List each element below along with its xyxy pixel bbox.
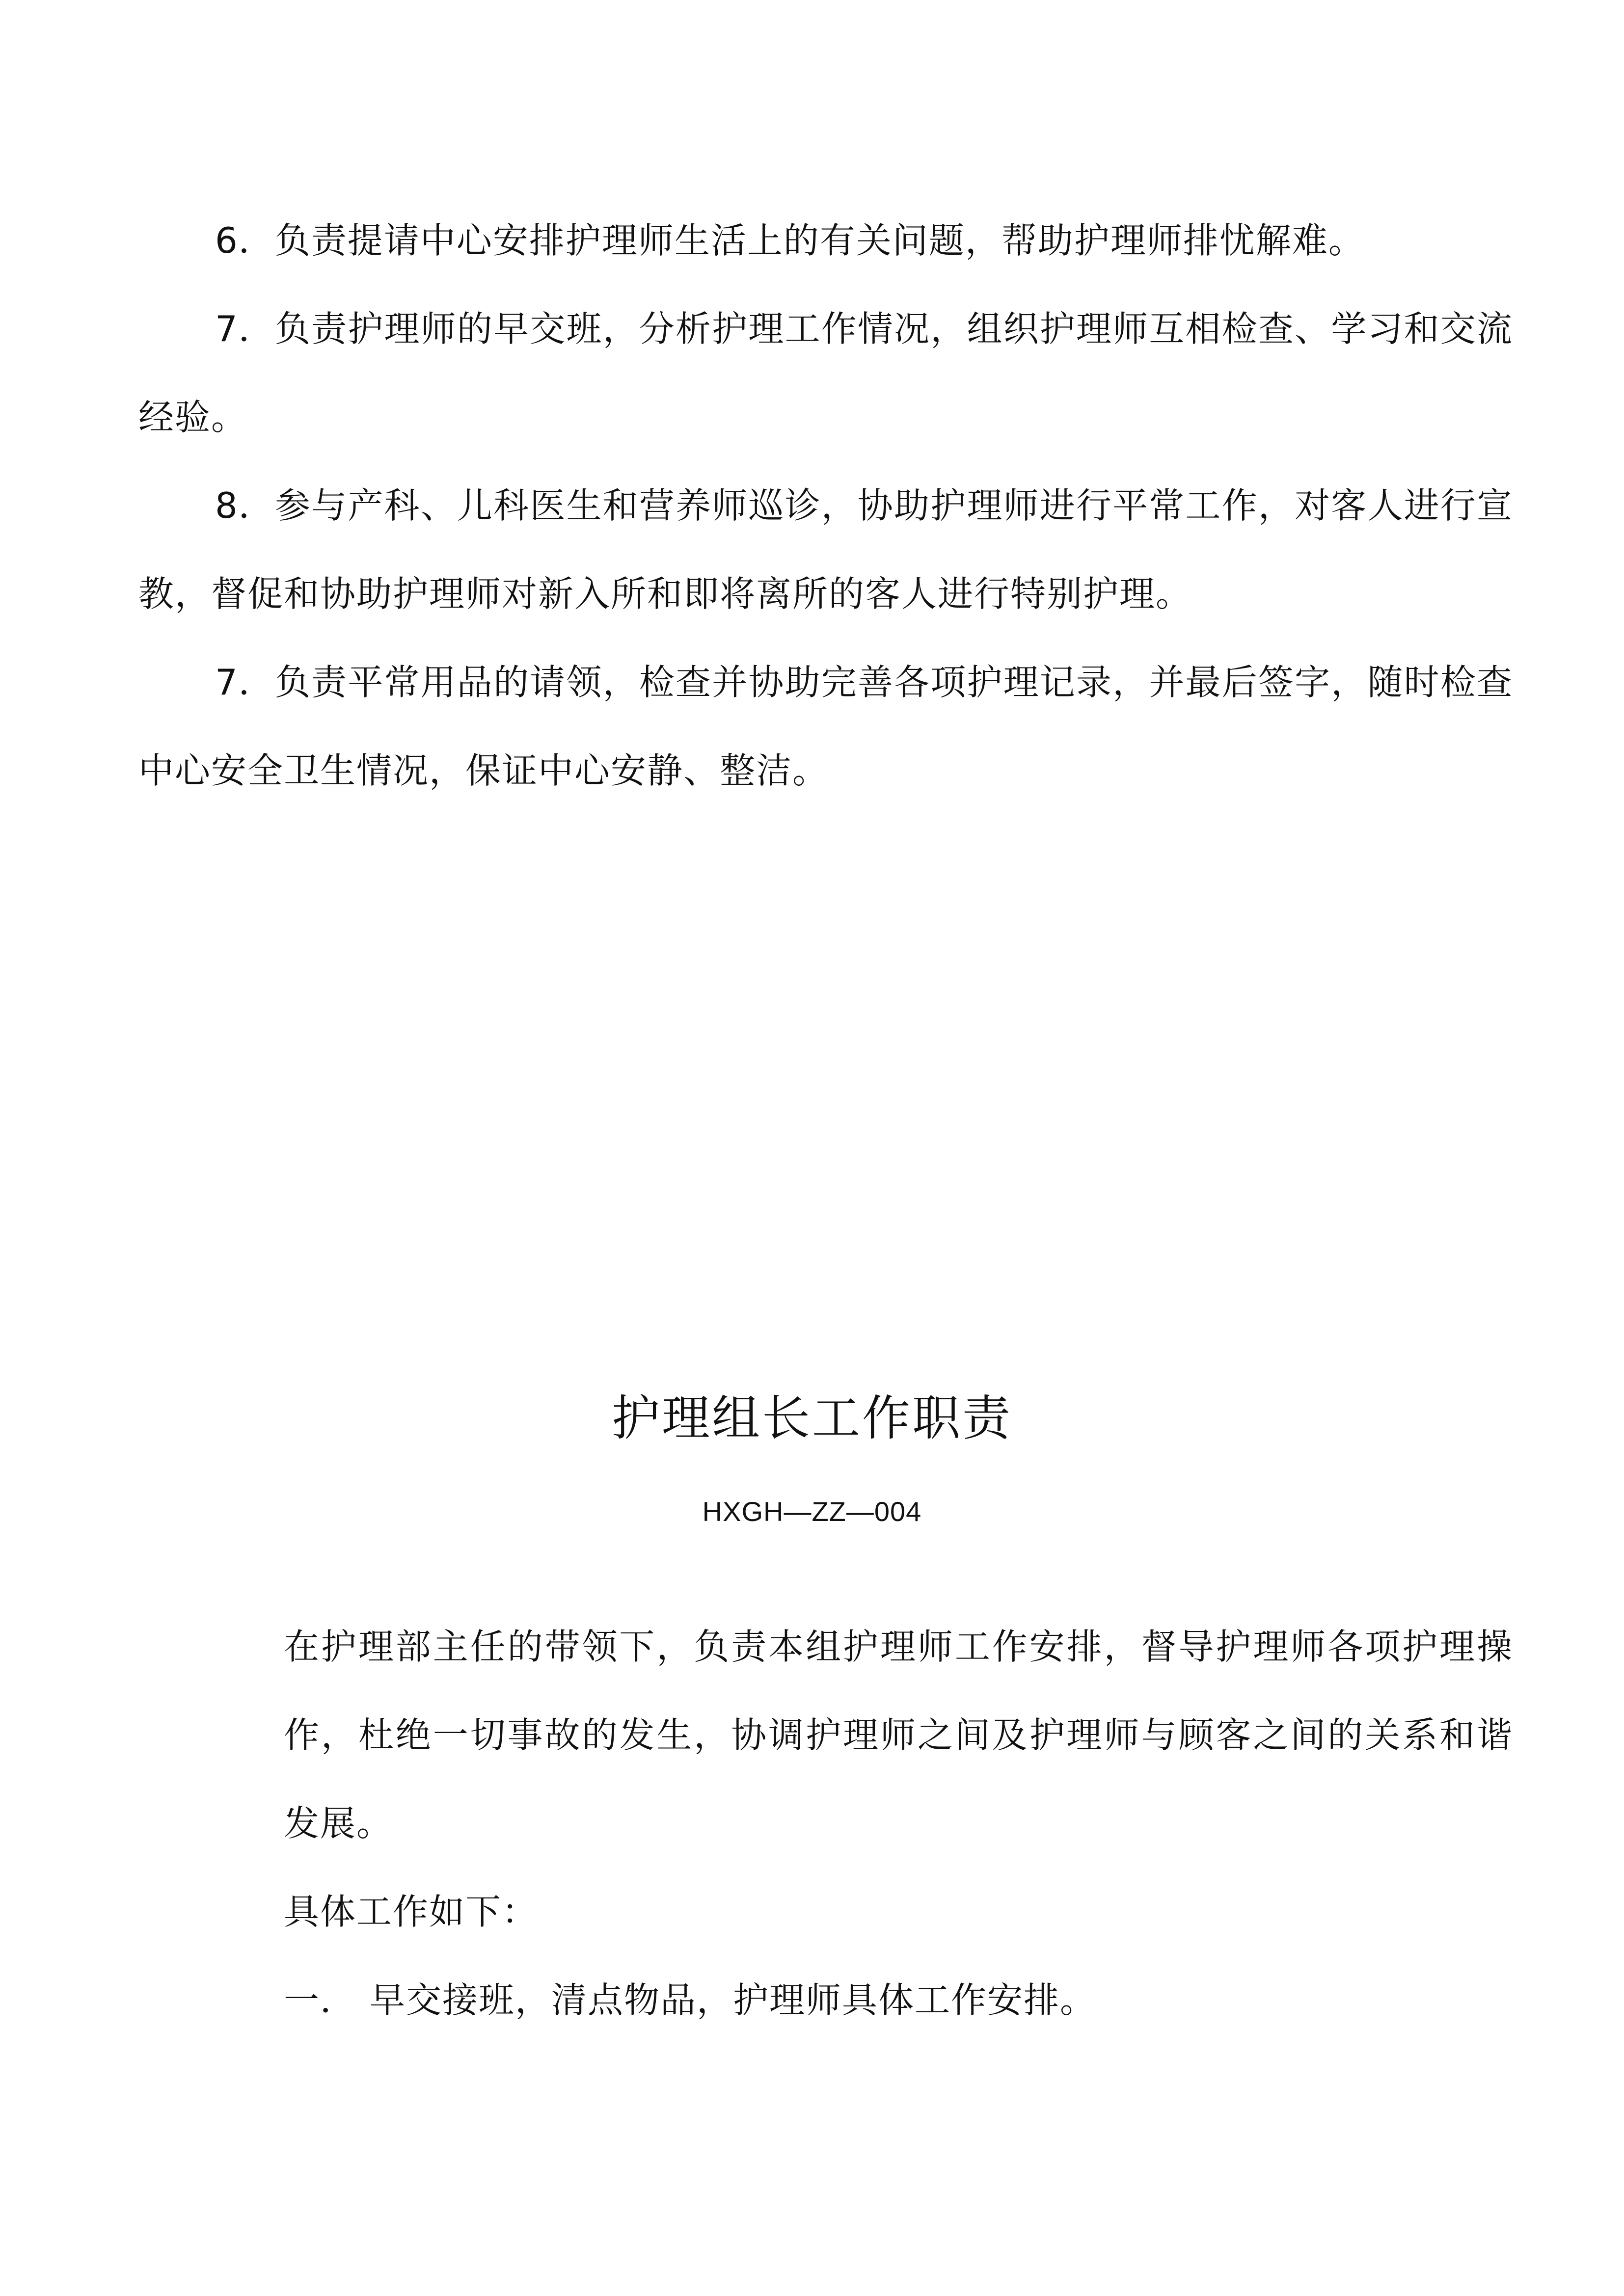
item-number: 8． [215, 485, 275, 526]
item-text: 参与产科、儿科医生和营养师巡诊，协助护理师进行平常工作，对客人进行宣教，督促和协助护理师对新入所和即将离所的客人进行特别护理。 [138, 485, 1513, 614]
item-text: 负责护理师的早交班，分析护理工作情况，组织护理师互相检查、学习和交流经验。 [138, 308, 1513, 438]
duty-item-7 [138, 285, 1513, 461]
document-code: HXGH—ZZ—004 [702, 1496, 922, 1527]
step-number: 一． [284, 1979, 357, 2021]
item-text: 负责平常用品的请领，检查并协助完善各项护理记录，并最后签字，随时检查中心安全卫生情况，保证中心安静、整洁。 [138, 662, 1513, 791]
section-lead: 具体工作如下： [284, 1891, 539, 1932]
duty-item-8 [138, 461, 1513, 638]
item-number: 7． [215, 662, 275, 703]
duty-item-7-repeat [138, 638, 1513, 815]
item-number: 6． [215, 220, 275, 261]
section-title: 护理组长工作职责 [611, 1390, 1012, 1446]
item-text: 负责提请中心安排护理师生活上的有关问题，帮助护理师排忧解难。 [274, 220, 1365, 261]
item-number: 7． [215, 308, 275, 349]
step-text: 早交接班，清点物品，护理师具体工作安排。 [370, 1979, 1097, 2021]
step-item-1 [284, 1956, 1513, 2044]
duty-item-6 [138, 196, 1513, 285]
section-intro: 在护理部主任的带领下，负责本组护理师工作安排，督导护理师各项护理操作，杜绝一切事故的发生，协调护理师之间及护理师与顾客之间的关系和谐发展。 [284, 1626, 1513, 1844]
